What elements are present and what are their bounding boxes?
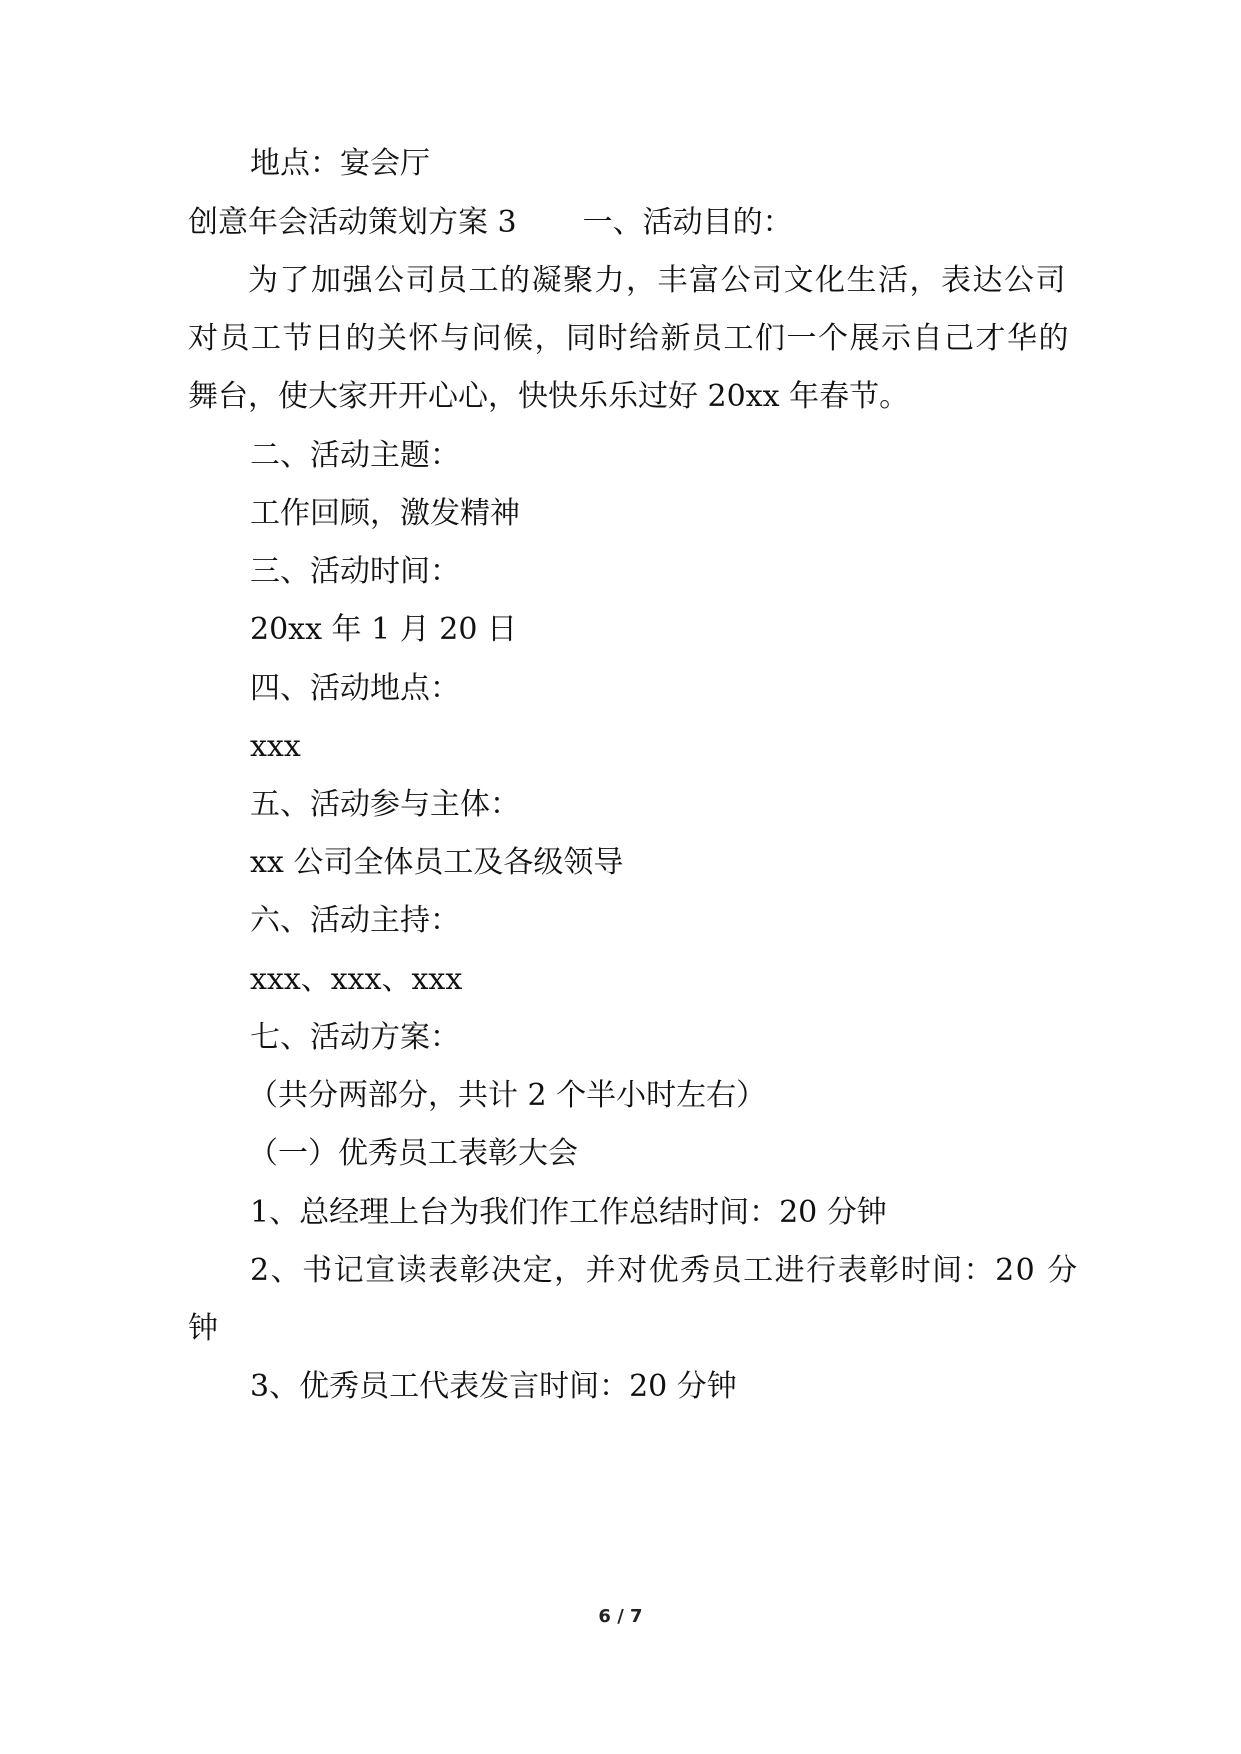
location-line: 地点：宴会厅 [250,146,430,181]
date-text: 20xx 年 1 月 20 日 [250,612,517,647]
plan-note: （共分两部分，共计 2 个半小时左右） [248,1078,767,1113]
section-heading-4: 四、活动地点： [250,671,460,706]
hosts-text: xxx、xxx、xxx [250,962,463,997]
section-heading-1: 一、活动目的： [582,205,793,240]
list-item: 1、总经理上台为我们作工作总结时间：20 分钟 [250,1195,887,1230]
place-text: xxx [250,729,301,764]
section-heading-7: 七、活动方案： [250,1020,460,1055]
paragraph-line: 对员工节日的关怀与问候，同时给新员工们一个展示自己才华的 [188,321,1070,356]
page-number: 6 / 7 [598,1606,643,1627]
section-heading-3: 三、活动时间： [250,554,460,589]
list-item-continuation: 钟 [188,1311,218,1346]
paragraph-line: 舞台，使大家开开心心，快快乐乐过好 20xx 年春节。 [188,379,910,414]
section-heading-5: 五、活动参与主体： [250,787,520,822]
section-heading-2: 二、活动主题： [250,438,460,473]
document-title: 创意年会活动策划方案 3 [188,205,517,240]
theme-text: 工作回顾，激发精神 [250,496,520,531]
list-item: 3、优秀员工代表发言时间：20 分钟 [250,1369,737,1404]
title-row [188,198,1148,248]
list-item: 2、书记宣读表彰决定，并对优秀员工进行表彰时间：20 分 [250,1253,1079,1288]
section-heading-6: 六、活动主持： [250,903,460,938]
paragraph-line: 为了加强公司员工的凝聚力，丰富公司文化生活，表达公司 [248,263,1067,298]
participants-text: xx 公司全体员工及各级领导 [250,845,624,880]
part-heading-1: （一）优秀员工表彰大会 [248,1136,578,1171]
